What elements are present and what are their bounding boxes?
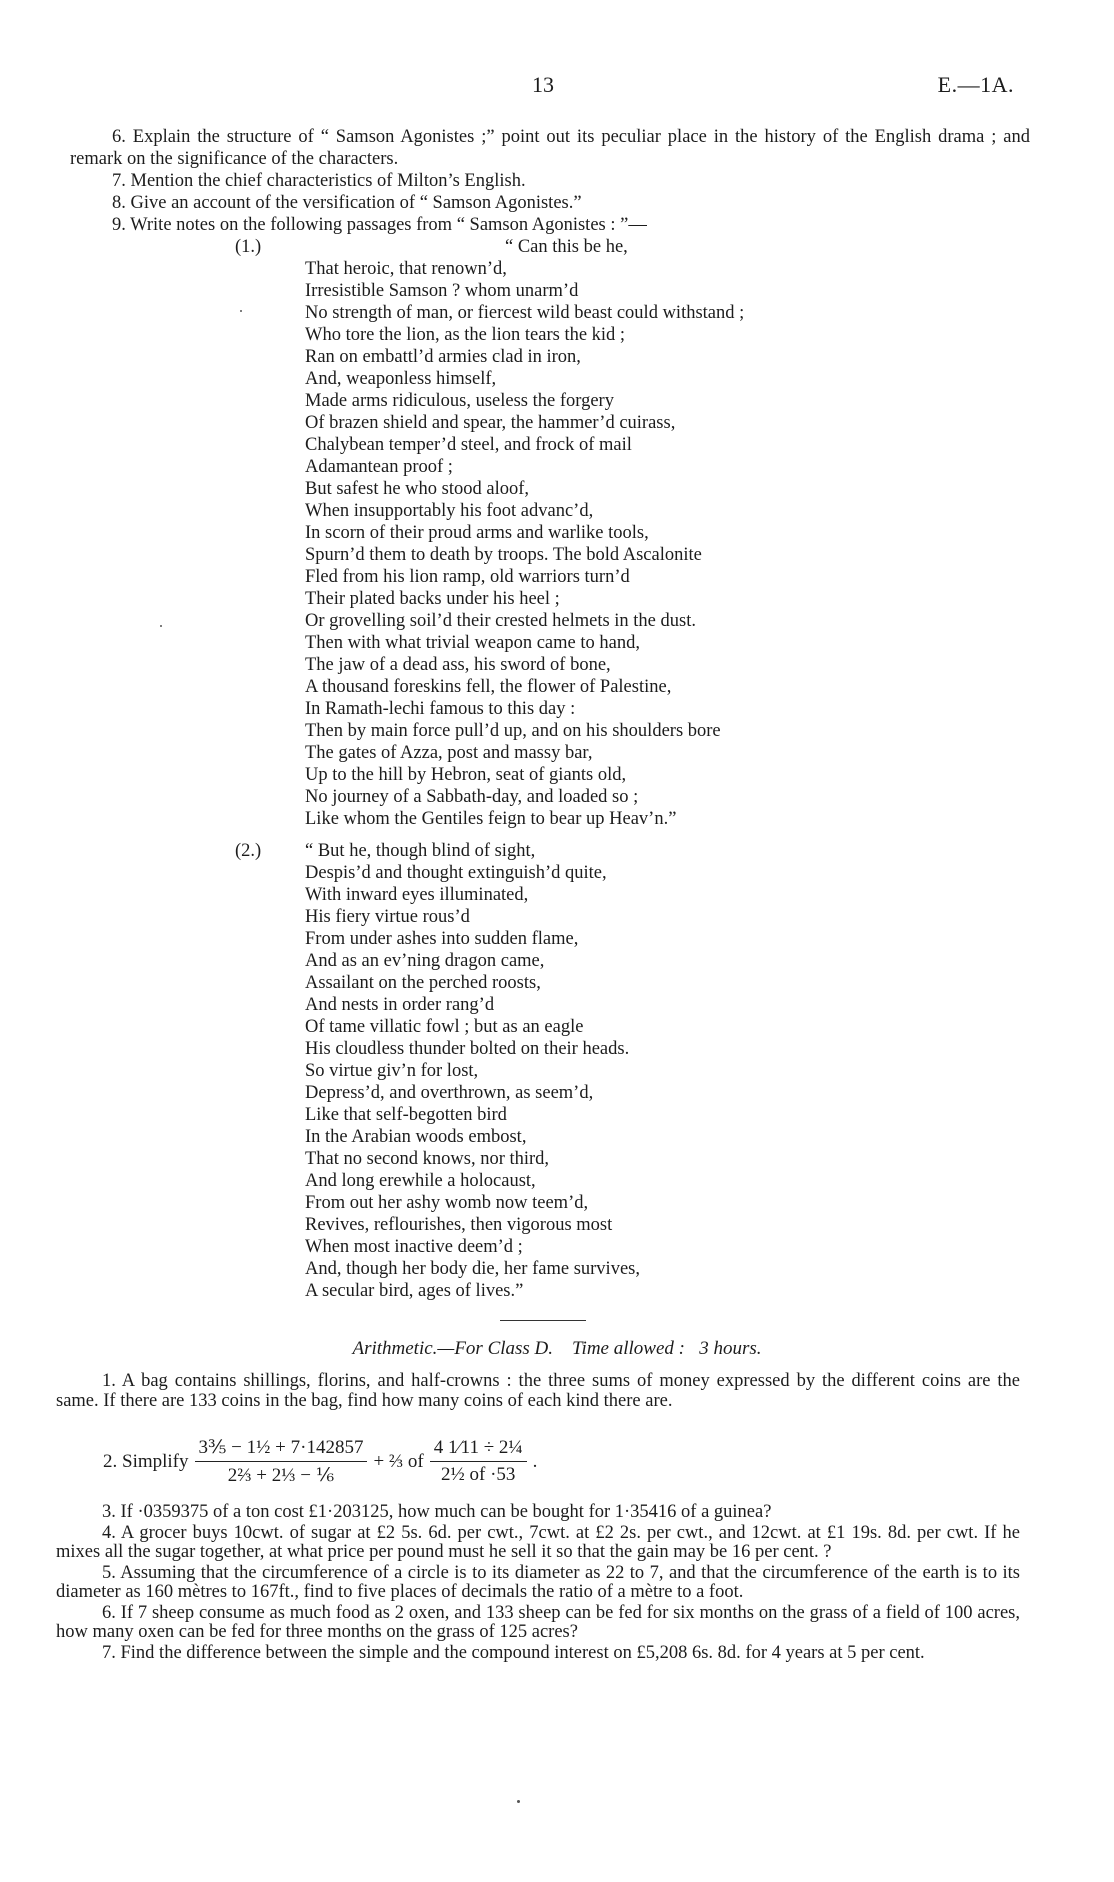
coefficient: ⅔	[388, 1450, 404, 1472]
verse-line: And, weaponless himself,	[305, 369, 497, 389]
verse-line: A secular bird, ages of lives.”	[305, 1281, 524, 1301]
verse-line: Then by main force pull’d up, and on his shoulders bore	[305, 721, 721, 741]
verse-line: No strength of man, or fiercest wild beast could withstand ;	[305, 303, 745, 323]
verse-line: And, though her body die, her fame survives,	[305, 1259, 640, 1279]
verse-line: Of brazen shield and spear, the hammer’d cuirass,	[305, 413, 676, 433]
verse-line: When most inactive deem’d ;	[305, 1237, 523, 1257]
arithmetic-question-3: 3. If ·0359375 of a ton cost £1·203125, how much can be bought for 1·35416 of a guinea?	[102, 1502, 772, 1522]
verse-line: So virtue giv’n for lost,	[305, 1061, 479, 1081]
verse-line: And long erewhile a holocaust,	[305, 1171, 536, 1191]
fraction-2-numerator: 4 1⁄11 ÷ 2¼	[430, 1437, 527, 1462]
period: .	[532, 1450, 538, 1472]
verse-line: Of tame villatic fowl ; but as an eagle	[305, 1017, 584, 1037]
literature-questions	[70, 126, 1030, 236]
verse-line: Spurn’d them to death by troops. The bold Ascalonite	[305, 545, 702, 565]
page-header	[0, 72, 1114, 102]
arithmetic-question-5: 5. Assuming that the circumference of a circle is to its diameter as 22 to 7, and that the circumference of the earth is to its diameter as 160 mètres to 167ft., find to five places of decimals the ratio of a mètre to a foot.	[56, 1562, 1020, 1602]
verse-line: “ But he, though blind of sight,	[305, 841, 536, 861]
passage-2-number: (2.)	[235, 841, 262, 861]
question-8: 8. Give an account of the versification of “ Samson Agonistes.”	[112, 193, 582, 213]
verse-line: With inward eyes illuminated,	[305, 885, 529, 905]
verse-line: From under ashes into sudden flame,	[305, 929, 579, 949]
verse-line: Then with what trivial weapon came to hand,	[305, 633, 640, 653]
verse-line: Revives, reflourishes, then vigorous most	[305, 1215, 613, 1235]
arithmetic-heading-time: 3 hours.	[699, 1338, 762, 1359]
verse-line: And nests in order rang’d	[305, 995, 495, 1015]
verse-line: That heroic, that renown’d,	[305, 259, 507, 279]
print-speck	[160, 625, 162, 627]
verse-line: Chalybean temper’d steel, and frock of mail	[305, 435, 632, 455]
verse-line: The gates of Azza, post and massy bar,	[305, 743, 593, 763]
verse-line: Depress’d, and overthrown, as seem’d,	[305, 1083, 594, 1103]
arithmetic-heading-subject: Arithmetic.—For Class D.	[352, 1338, 554, 1359]
verse-line: Like whom the Gentiles feign to bear up Heav’n.”	[305, 809, 677, 829]
print-speck	[517, 1800, 520, 1803]
question-text: 1. A bag contains shillings, florins, and half-crowns : the three sums of money expressed by the different coins are the same. If there are 133 coins in the bag, find how many coins of each kind there are.	[56, 1371, 1020, 1411]
verse-line: His cloudless thunder bolted on their heads.	[305, 1039, 630, 1059]
verse-line: When insupportably his foot advanc’d,	[305, 501, 594, 521]
verse-line: “ Can this be he,	[505, 237, 628, 257]
fraction-1	[195, 1436, 368, 1487]
question-2-label: 2. Simplify	[103, 1450, 189, 1472]
arithmetic-question-6: 6. If 7 sheep consume as much food as 2 oxen, and 133 sheep can be fed for six months on the grass of a field of 100 acres, how many oxen can be fed for three months on the grass of 125 acres?	[56, 1602, 1020, 1642]
print-speck	[240, 310, 242, 312]
passage-1-number: (1.)	[235, 237, 262, 257]
page-number: 13	[532, 72, 554, 97]
of-word: of	[407, 1450, 424, 1472]
verse-line: That no second knows, nor third,	[305, 1149, 550, 1169]
verse-line: Adamantean proof ;	[305, 457, 453, 477]
passage-1	[235, 236, 744, 830]
verse-line: And as an ev’ning dragon came,	[305, 951, 545, 971]
arithmetic-question-4: 4. A grocer buys 10cwt. of sugar at £2 5s. 6d. per cwt., 7cwt. at £2 2s. per cwt., and 12cwt. at £1 19s. 8d. per cwt. If he mixes all the sugar together, at what price per pound must he sell it so that the gain may be 16 per cent. ?	[56, 1522, 1020, 1562]
arithmetic-questions-3-7	[56, 1503, 1020, 1664]
section-divider	[500, 1320, 586, 1321]
arithmetic-heading	[0, 1338, 1114, 1360]
verse-line: Ran on embattl’d armies clad in iron,	[305, 347, 581, 367]
verse-line: In the Arabian woods embost,	[305, 1127, 527, 1147]
verse-line: Made arms ridiculous, useless the forgery	[305, 391, 614, 411]
verse-line: Who tore the lion, as the lion tears the kid ;	[305, 325, 626, 345]
verse-line: Irresistible Samson ? whom unarm’d	[305, 281, 579, 301]
verse-line: A thousand foreskins fell, the flower of Palestine,	[305, 677, 672, 697]
verse-line: But safest he who stood aloof,	[305, 479, 530, 499]
verse-line: Their plated backs under his heel ;	[305, 589, 560, 609]
verse-line: From out her ashy womb now teem’d,	[305, 1193, 589, 1213]
plus-sign: +	[373, 1450, 385, 1472]
verse-line: Assailant on the perched roosts,	[305, 973, 541, 993]
verse-line: Or grovelling soil’d their crested helmets in the dust.	[305, 611, 696, 631]
arithmetic-question-2	[103, 1436, 537, 1487]
question-9: 9. Write notes on the following passages from “ Samson Agonistes : ”—	[112, 215, 647, 235]
arithmetic-question-1	[56, 1372, 1020, 1412]
arithmetic-question-7: 7. Find the difference between the simple and the compound interest on £5,208 6s. 8d. for 4 years at 5 per cent.	[102, 1642, 925, 1663]
passage-2	[235, 840, 640, 1302]
question-6: 6. Explain the structure of “ Samson Agonistes ;” point out its peculiar place in the history of the English drama ; and remark on the significance of the characters.	[70, 127, 1030, 169]
verse-line: Like that self-begotten bird	[305, 1105, 507, 1125]
fraction-1-denominator: 2⅔ + 2⅓ − ⅙	[227, 1465, 335, 1486]
fraction-2	[430, 1437, 527, 1486]
verse-line: Despis’d and thought extinguish’d quite,	[305, 863, 607, 883]
document-reference: E.—1A.	[937, 72, 1014, 97]
fraction-1-numerator: 3⅗ − 1½ + 7·142857	[195, 1436, 368, 1462]
verse-line: Up to the hill by Hebron, seat of giants old,	[305, 765, 627, 785]
verse-line: No journey of a Sabbath-day, and loaded so ;	[305, 787, 639, 807]
verse-line: In Ramath-lechi famous to this day :	[305, 699, 576, 719]
question-7: 7. Mention the chief characteristics of Milton’s English.	[112, 171, 526, 191]
fraction-2-denominator: 2½ of ·53	[441, 1464, 516, 1485]
arithmetic-heading-time-label: Time allowed :	[572, 1338, 685, 1359]
verse-line: In scorn of their proud arms and warlike tools,	[305, 523, 649, 543]
verse-line: His fiery virtue rous’d	[305, 907, 470, 927]
verse-line: Fled from his lion ramp, old warriors turn’d	[305, 567, 630, 587]
verse-line: The jaw of a dead ass, his sword of bone,	[305, 655, 611, 675]
